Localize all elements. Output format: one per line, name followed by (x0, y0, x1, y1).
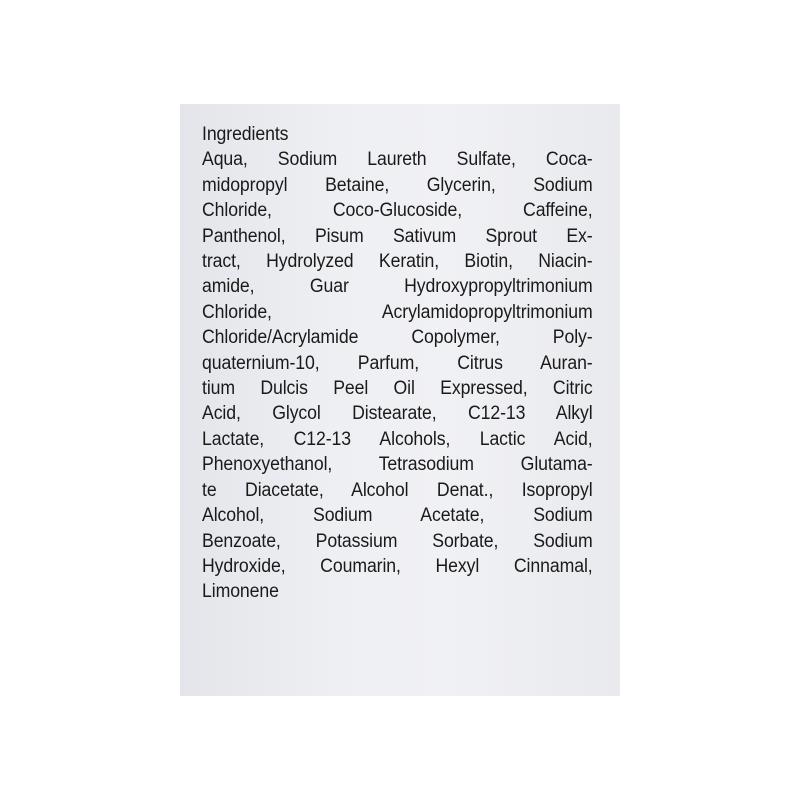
ingredients-line: quaternium-10, Parfum, Citrus Auran- (202, 352, 593, 374)
ingredients-line: Aqua, Sodium Laureth Sulfate, Coca- (202, 149, 593, 171)
ingredients-line: Chloride/Acrylamide Copolymer, Poly- (202, 327, 593, 349)
ingredients-line: amide, Guar Hydroxypropyltrimonium (202, 276, 593, 298)
ingredients-line: tium Dulcis Peel Oil Expressed, Citric (202, 378, 593, 400)
ingredients-line: tract, Hydrolyzed Keratin, Biotin, Niacin- (202, 251, 593, 273)
ingredients-text-block (202, 122, 593, 605)
ingredients-line: te Diacetate, Alcohol Denat., Isopropyl (202, 479, 593, 501)
ingredients-line: Chloride, Coco-Glucoside, Caffeine, (202, 200, 593, 222)
ingredients-line: Hydroxide, Coumarin, Hexyl Cinnamal, (202, 555, 593, 577)
ingredients-line: Alcohol, Sodium Acetate, Sodium (202, 505, 593, 527)
ingredients-line: midopropyl Betaine, Glycerin, Sodium (202, 174, 593, 196)
ingredients-line: Benzoate, Potassium Sorbate, Sodium (202, 530, 593, 552)
ingredients-line: Lactate, C12-13 Alcohols, Lactic Acid, (202, 428, 593, 450)
ingredients-line: Chloride, Acrylamidopropyltrimonium (202, 301, 593, 323)
ingredients-line: Acid, Glycol Distearate, C12-13 Alkyl (202, 403, 593, 425)
ingredients-line: Limonene (202, 581, 279, 603)
ingredients-label-panel (180, 104, 620, 696)
ingredients-line: Panthenol, Pisum Sativum Sprout Ex- (202, 225, 593, 247)
ingredients-line: Phenoxyethanol, Tetrasodium Glutama- (202, 454, 593, 476)
ingredients-heading: Ingredients (202, 124, 289, 145)
